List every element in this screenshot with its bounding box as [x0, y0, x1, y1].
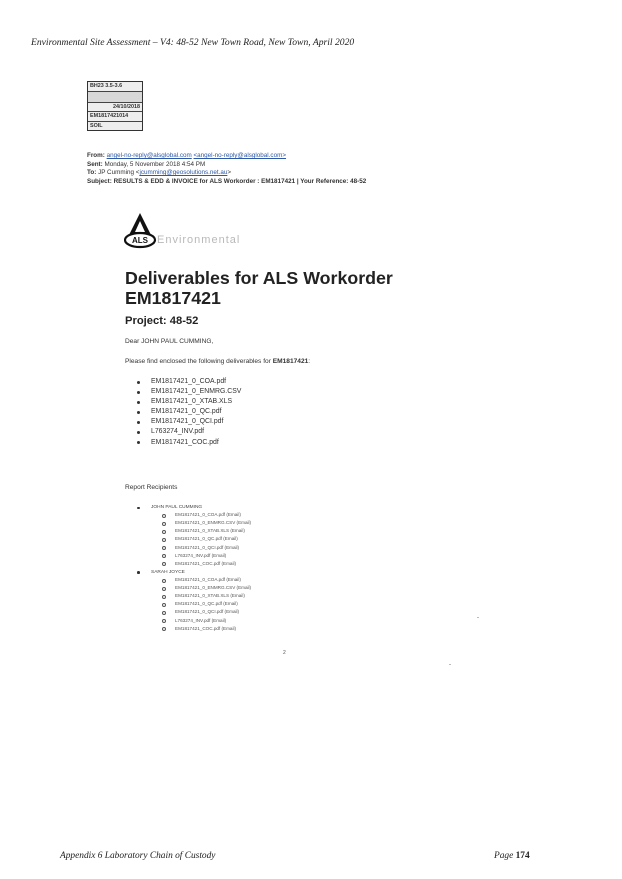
scan-speck — [449, 664, 451, 665]
deliverable-item: EM1817421_0_COA.pdf — [137, 377, 241, 387]
recipient-file: EM1817421_0_XTAB.XLS (Email) — [162, 527, 251, 535]
deliverable-item: EM1817421_0_QC.pdf — [137, 407, 241, 417]
email-sent-value: Monday, 5 November 2018 4:54 PM — [104, 160, 206, 168]
email-subject-label: Subject: — [87, 177, 112, 185]
recipient-john — [137, 504, 251, 568]
recipient-file: EM1817421_COC.pdf (Email) — [162, 560, 251, 568]
running-header: Environmental Site Assessment – V4: 48-52 New Town Road, New Town, April 2020 — [31, 37, 355, 48]
scan-speck — [477, 617, 479, 618]
sample-matrix: SOIL — [90, 122, 103, 129]
salutation: Dear JOHN PAUL CUMMING, — [125, 338, 214, 345]
recipient-file: EM1817421_0_COA.pdf (Email) — [162, 576, 251, 584]
recipient-file: EM1817421_COC.pdf (Email) — [162, 625, 251, 633]
recipient-files — [151, 576, 251, 633]
recipient-file: EM1817421_0_COA.pdf (Email) — [162, 511, 251, 519]
email-from-display[interactable]: <angel-no-reply@alsglobal.com> — [193, 152, 287, 159]
recipient-name: JOHN PAUL CUMMING — [151, 505, 203, 510]
deliverables-list — [137, 377, 241, 448]
recipient-file: EM1817421_0_XTAB.XLS (Email) — [162, 592, 251, 600]
sample-id: BH23 3.5-3.6 — [88, 82, 142, 92]
sample-workorder: EM1817421014 — [88, 112, 142, 122]
deliverable-item: EM1817421_0_QCI.pdf — [137, 417, 241, 427]
email-to-label: To: — [87, 169, 97, 176]
email-sent-label: Sent: — [87, 160, 103, 168]
recipient-file: EM1817421_0_QCI.pdf (Email) — [162, 544, 251, 552]
email-from-line — [87, 152, 366, 161]
deliverable-item: EM1817421_0_ENMRG.CSV — [137, 387, 241, 397]
email-sent-line — [87, 161, 366, 170]
recipient-name: SARAH JOYCE — [151, 569, 185, 575]
als-logo — [124, 211, 264, 251]
page-title-line2: EM1817421 — [125, 288, 221, 308]
intro-prefix: Please find enclosed the following deliverables for — [125, 358, 273, 365]
deliverable-item: EM1817421_0_XTAB.XLS — [137, 397, 241, 407]
running-footer-right — [494, 851, 530, 861]
recipient-sarah — [137, 569, 251, 633]
recipients-heading: Report Recipients — [125, 484, 178, 491]
email-to-close: > — [227, 169, 232, 176]
recipient-file: L763274_INV.pdf (Email) — [162, 617, 251, 625]
project-line: Project: 48-52 — [125, 315, 199, 327]
recipients-list — [137, 504, 251, 634]
email-from-link[interactable]: angel-no-reply@alsglobal.com — [106, 152, 192, 159]
als-logo-mark-text: ALS — [132, 236, 148, 245]
page-title-line1: Deliverables for ALS Workorder — [125, 268, 393, 288]
intro-suffix: : — [308, 358, 311, 365]
page-title — [125, 268, 393, 308]
sample-label — [87, 81, 143, 131]
recipient-file: EM1817421_0_QC.pdf (Email) — [162, 535, 251, 543]
email-to-line — [87, 169, 366, 178]
recipient-file: EM1817421_0_QCI.pdf (Email) — [162, 608, 251, 616]
email-subject-line — [87, 178, 366, 187]
email-subject-value: RESULTS & EDD & INVOICE for ALS Workorder : EM1817421 | Your Reference: 48-52 — [113, 177, 367, 185]
als-logo-word: Environmental — [157, 234, 241, 246]
sample-date: 24/10/2018 — [88, 103, 142, 113]
recipient-file: EM1817421_0_ENMRG.CSV (Email) — [162, 584, 251, 592]
recipient-file: EM1817421_0_QC.pdf (Email) — [162, 600, 251, 608]
intro-text — [125, 358, 310, 365]
email-from-label: From: — [87, 152, 105, 159]
recipient-files — [151, 511, 251, 568]
intro-workorder: EM1817421 — [272, 358, 309, 365]
footer-page-label: Page — [494, 851, 514, 861]
footer-page-number: 174 — [515, 851, 530, 861]
sample-label-gap — [88, 92, 142, 103]
inner-page-number: 2 — [283, 650, 286, 656]
deliverable-item: EM1817421_COC.pdf — [137, 438, 241, 448]
deliverable-item: L763274_INV.pdf — [137, 427, 241, 437]
email-header — [87, 152, 366, 186]
email-to-name: JP Cumming < — [98, 169, 140, 176]
recipient-file: EM1817421_0_ENMRG.CSV (Email) — [162, 519, 251, 527]
email-to-link[interactable]: jcumming@geosolutions.net.au — [139, 169, 228, 176]
recipient-file: L763274_INV.pdf (Email) — [162, 552, 251, 560]
running-footer-left: Appendix 6 Laboratory Chain of Custody — [60, 851, 216, 861]
